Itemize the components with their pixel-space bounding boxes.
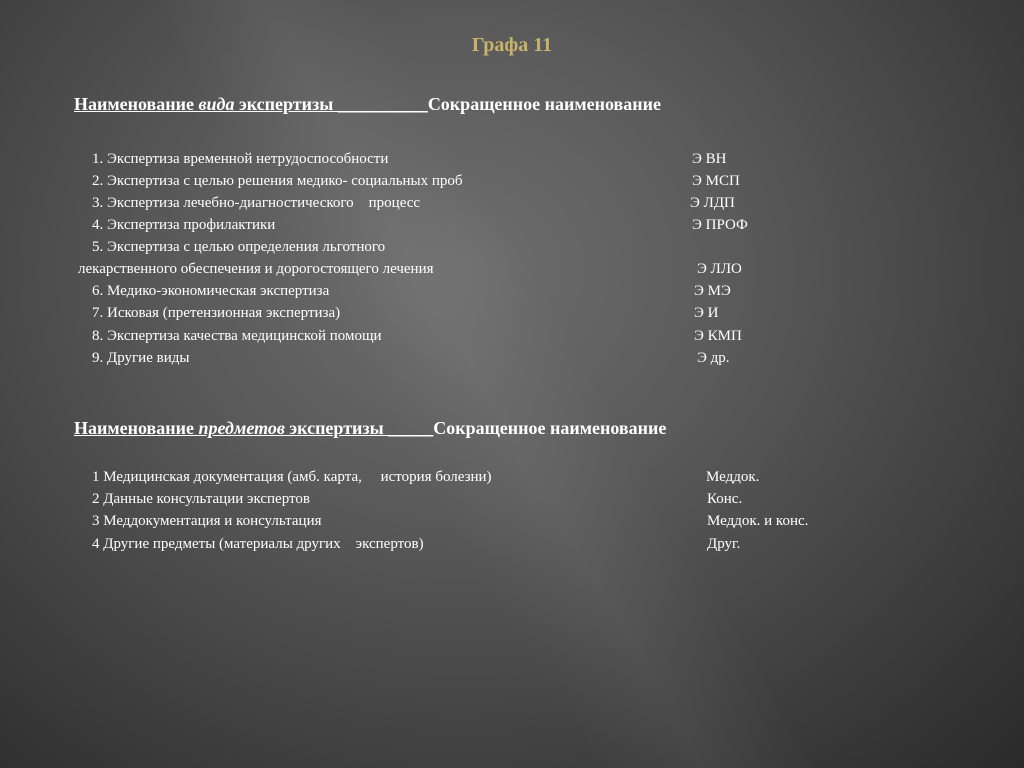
section1-header-name — [74, 94, 428, 114]
list-item-abbr: Э ЛЛО — [697, 261, 742, 277]
list-item-name: 4 Другие предметы (материалы других экспертов) — [92, 536, 424, 552]
list-item-abbr: Меддок. — [706, 469, 760, 485]
list-item-abbr: Э КМП — [694, 328, 742, 344]
list-item-name: 2. Экспертиза с целью решения медико- социальных проб — [92, 173, 463, 189]
section2-header-abbr: Сокращенное наименование — [433, 418, 667, 438]
list-item-abbr: Э ЛДП — [690, 195, 735, 211]
list-item-name: 2 Данные консультации экспертов — [92, 491, 310, 507]
list-item-name: 1. Экспертиза временной нетрудоспособности — [92, 151, 389, 167]
section2-header-name — [74, 418, 433, 438]
slide-title: Графа 11 — [471, 34, 553, 56]
list-item-abbr: Э МСП — [692, 173, 740, 189]
list-item-abbr: Э ПРОФ — [692, 217, 748, 233]
list-item-name: 5. Экспертиза с целью определения льготного — [92, 239, 386, 255]
section1-header-italic: вида — [198, 94, 235, 114]
section1-header-part2: экспертизы __________ — [234, 94, 428, 114]
list-item-name: 6. Медико-экономическая экспертиза — [92, 283, 330, 299]
list-item-name: 9. Другие виды — [92, 350, 190, 366]
list-item-abbr: Меддок. и конс. — [707, 513, 809, 529]
list-item-abbr: Э МЭ — [694, 283, 731, 299]
list-item-abbr: Конс. — [707, 491, 743, 507]
list-item-abbr: Э др. — [697, 350, 730, 366]
section1-header — [74, 94, 661, 115]
list-item-name: 8. Экспертиза качества медицинской помощи — [92, 328, 382, 344]
list-item-name: 3 Меддокументация и консультация — [92, 513, 322, 529]
section2-header-part2: экспертизы _____ — [284, 418, 434, 438]
list-item-abbr: Друг. — [707, 536, 741, 552]
list-item-name: 7. Исковая (претензионная экспертиза) — [92, 305, 341, 321]
section2-header-part1: Наименование — [74, 418, 199, 438]
section2-header — [74, 418, 666, 439]
list-item-name: 3. Экспертиза лечебно-диагностического процесс — [92, 195, 421, 211]
list-item-name: 1 Медицинская документация (амб. карта, история болезни) — [92, 469, 492, 485]
section2-header-italic: предметов — [198, 418, 285, 438]
list-item-abbr: Э И — [694, 305, 719, 321]
section1-header-part1: Наименование — [74, 94, 199, 114]
section1-header-abbr: Сокращенное наименование — [427, 94, 661, 114]
list-item-name: лекарственного обеспечения и дорогостоящего лечения — [78, 261, 434, 277]
list-item-abbr: Э ВН — [692, 151, 727, 167]
list-item-name: 4. Экспертиза профилактики — [92, 217, 276, 233]
